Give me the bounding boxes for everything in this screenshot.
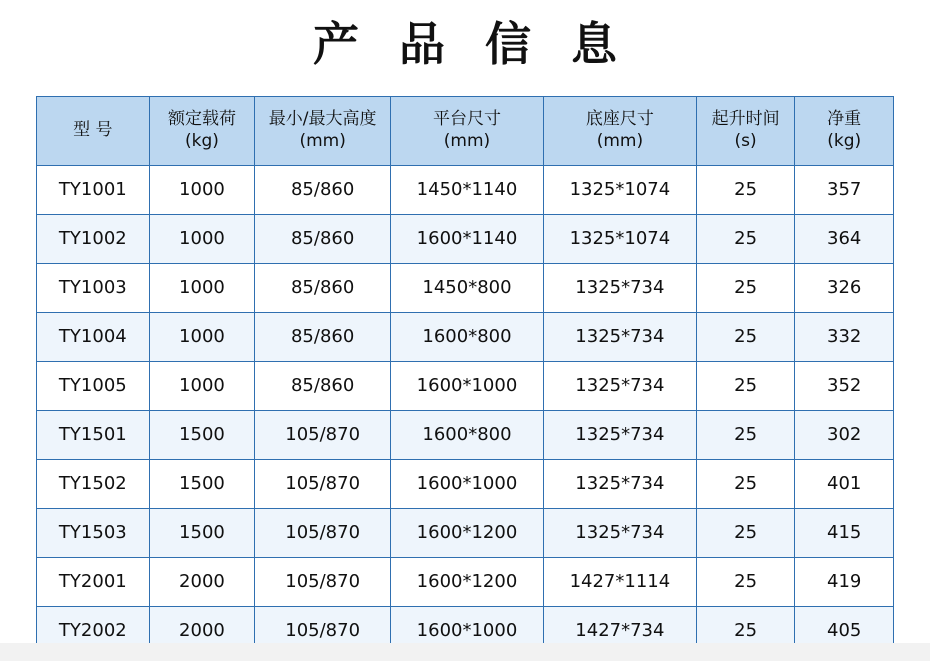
cell-rated-load: 1000 [149,263,255,312]
cell-platform-size: 1600*1000 [391,459,544,508]
cell-net-weight: 332 [795,312,894,361]
column-header-min-max-height-label: 最小/最大高度 [268,109,377,130]
column-header-rated-load-label: 额定载荷 [167,109,236,130]
cell-lift-time: 25 [696,312,795,361]
cell-net-weight: 401 [795,459,894,508]
table-row [37,459,894,508]
cell-base-size: 1427*734 [543,606,696,655]
cell-platform-size: 1450*1140 [391,165,544,214]
table-row [37,410,894,459]
cell-lift-time: 25 [696,508,795,557]
column-header-model [37,96,150,165]
cell-min-max-height: 105/870 [255,410,391,459]
column-header-lift-time-unit: (s) [734,130,757,151]
cell-min-max-height: 105/870 [255,606,391,655]
cell-lift-time: 25 [696,214,795,263]
table-row [37,263,894,312]
cell-net-weight: 419 [795,557,894,606]
cell-net-weight: 405 [795,606,894,655]
cell-model: TY2002 [37,606,150,655]
cell-platform-size: 1600*800 [391,312,544,361]
footer-divider [0,643,930,661]
table-body [37,165,894,655]
cell-model: TY1503 [37,508,150,557]
column-header-base-size-label: 底座尺寸 [585,109,654,130]
cell-min-max-height: 85/860 [255,312,391,361]
cell-base-size: 1325*1074 [543,165,696,214]
cell-model: TY1004 [37,312,150,361]
cell-model: TY1003 [37,263,150,312]
table-header-row [37,96,894,165]
column-header-net-weight [795,96,894,165]
cell-rated-load: 1000 [149,214,255,263]
cell-base-size: 1325*734 [543,263,696,312]
cell-model: TY1001 [37,165,150,214]
cell-rated-load: 1500 [149,410,255,459]
product-spec-table [36,96,894,656]
cell-platform-size: 1450*800 [391,263,544,312]
cell-net-weight: 415 [795,508,894,557]
cell-base-size: 1325*734 [543,508,696,557]
cell-net-weight: 302 [795,410,894,459]
cell-lift-time: 25 [696,361,795,410]
column-header-min-max-height [255,96,391,165]
cell-rated-load: 2000 [149,606,255,655]
column-header-platform-size-unit: (mm) [443,130,491,151]
cell-rated-load: 1000 [149,361,255,410]
cell-base-size: 1325*1074 [543,214,696,263]
spec-table-container [36,96,894,656]
cell-net-weight: 364 [795,214,894,263]
table-row [37,508,894,557]
cell-base-size: 1325*734 [543,459,696,508]
cell-min-max-height: 105/870 [255,508,391,557]
cell-platform-size: 1600*1000 [391,361,544,410]
cell-platform-size: 1600*1140 [391,214,544,263]
column-header-min-max-height-unit: (mm) [299,130,346,151]
cell-net-weight: 326 [795,263,894,312]
cell-rated-load: 2000 [149,557,255,606]
table-row [37,312,894,361]
cell-base-size: 1427*1114 [543,557,696,606]
cell-min-max-height: 85/860 [255,263,391,312]
column-header-base-size-unit: (mm) [596,130,644,151]
cell-lift-time: 25 [696,410,795,459]
cell-min-max-height: 105/870 [255,557,391,606]
table-row [37,214,894,263]
cell-base-size: 1325*734 [543,410,696,459]
cell-rated-load: 1500 [149,459,255,508]
cell-lift-time: 25 [696,606,795,655]
cell-model: TY1005 [37,361,150,410]
cell-platform-size: 1600*1200 [391,557,544,606]
cell-base-size: 1325*734 [543,312,696,361]
cell-min-max-height: 85/860 [255,165,391,214]
column-header-net-weight-unit: (kg) [827,130,862,151]
cell-rated-load: 1500 [149,508,255,557]
cell-platform-size: 1600*1000 [391,606,544,655]
column-header-model-label: 型 号 [73,119,113,140]
column-header-net-weight-label: 净重 [827,109,862,130]
cell-net-weight: 357 [795,165,894,214]
cell-min-max-height: 85/860 [255,361,391,410]
table-header [37,96,894,165]
column-header-lift-time [696,96,795,165]
cell-base-size: 1325*734 [543,361,696,410]
column-header-platform-size [391,96,544,165]
table-row [37,557,894,606]
cell-net-weight: 352 [795,361,894,410]
cell-rated-load: 1000 [149,312,255,361]
cell-model: TY1502 [37,459,150,508]
column-header-platform-size-label: 平台尺寸 [432,109,501,130]
cell-model: TY1501 [37,410,150,459]
cell-lift-time: 25 [696,557,795,606]
page-title: 产 品 信 息 [312,17,630,71]
cell-platform-size: 1600*1200 [391,508,544,557]
cell-lift-time: 25 [696,165,795,214]
column-header-rated-load-unit: (kg) [185,130,219,151]
table-row [37,361,894,410]
cell-rated-load: 1000 [149,165,255,214]
cell-lift-time: 25 [696,459,795,508]
cell-model: TY2001 [37,557,150,606]
table-row [37,165,894,214]
column-header-base-size [543,96,696,165]
cell-model: TY1002 [37,214,150,263]
column-header-rated-load [149,96,255,165]
cell-lift-time: 25 [696,263,795,312]
cell-min-max-height: 85/860 [255,214,391,263]
column-header-lift-time-label: 起升时间 [711,109,780,130]
cell-platform-size: 1600*800 [391,410,544,459]
cell-min-max-height: 105/870 [255,459,391,508]
